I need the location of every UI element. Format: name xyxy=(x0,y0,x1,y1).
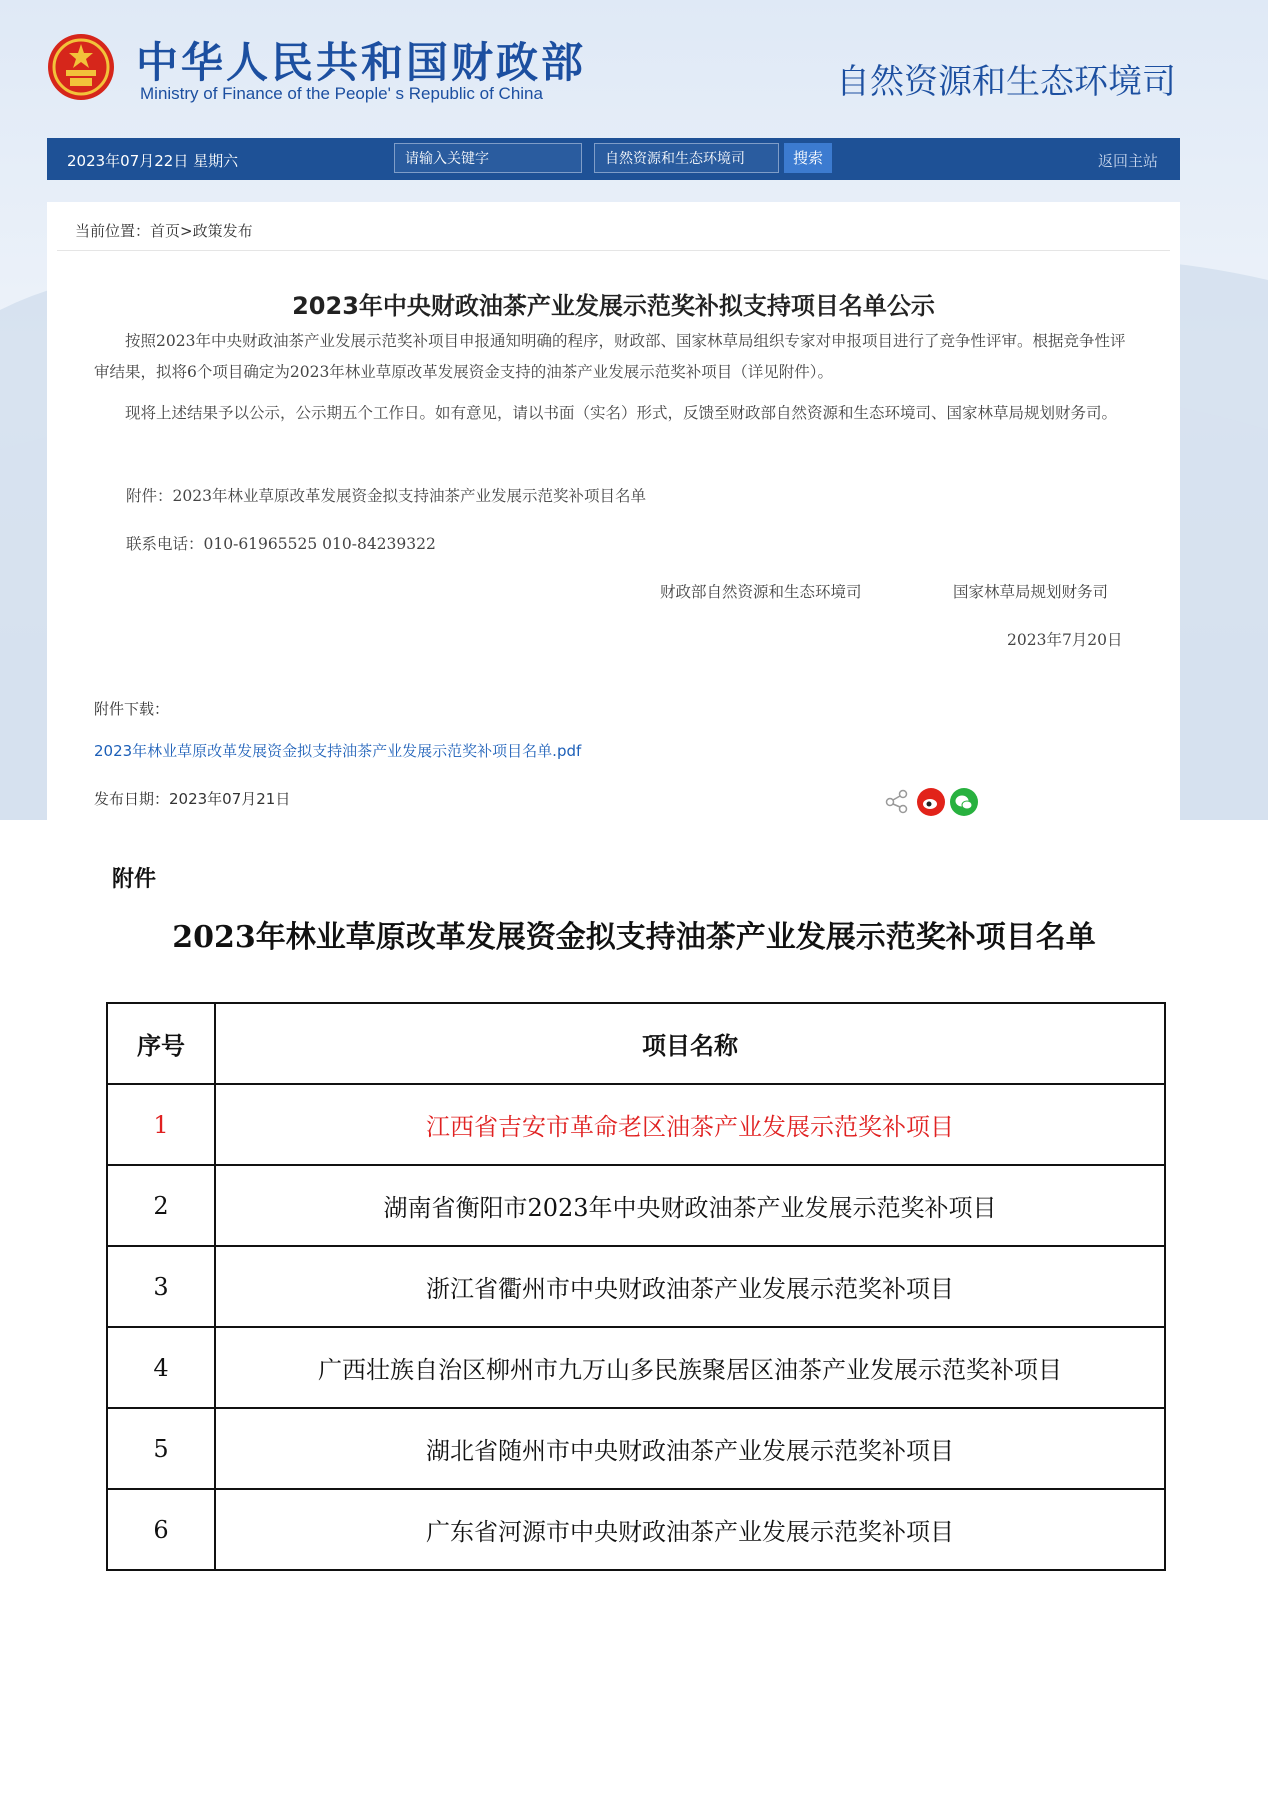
row-number: 3 xyxy=(107,1246,215,1327)
attachment-download-link[interactable]: 2023年林业草原改革发展资金拟支持油茶产业发展示范奖补项目名单.pdf xyxy=(94,742,582,760)
attachment-line: 附件：2023年林业草原改革发展资金拟支持油茶产业发展示范奖补项目名单 xyxy=(126,487,646,505)
header-project-name: 项目名称 xyxy=(215,1003,1165,1084)
attachment-title: 2023年林业草原改革发展资金拟支持油茶产业发展示范奖补项目名单 xyxy=(172,920,1096,955)
share-icon[interactable] xyxy=(884,788,910,814)
row-project-name: 广西壮族自治区柳州市九万山多民族聚居区油茶产业发展示范奖补项目 xyxy=(215,1327,1165,1408)
site-header xyxy=(0,0,1268,138)
table-row xyxy=(107,1408,1165,1489)
site-title[interactable]: 中华人民共和国财政部 xyxy=(136,38,587,87)
search-button[interactable]: 搜索 xyxy=(784,143,832,173)
breadcrumb[interactable]: 当前位置：首页>政策发布 xyxy=(75,222,253,240)
signer-ministry: 财政部自然资源和生态环境司 xyxy=(660,583,862,601)
project-list-table xyxy=(106,1002,1166,1571)
row-project-name: 湖南省衡阳市2023年中央财政油茶产业发展示范奖补项目 xyxy=(215,1165,1165,1246)
wechat-icon[interactable] xyxy=(950,788,978,816)
site-subtitle: Ministry of Finance of the People' s Republic of China xyxy=(140,84,543,103)
sign-date: 2023年7月20日 xyxy=(1007,631,1123,649)
attachment-label: 附件 xyxy=(112,867,157,892)
table-row xyxy=(107,1084,1165,1165)
table-row xyxy=(107,1489,1165,1570)
weibo-icon[interactable] xyxy=(917,788,945,816)
article-title: 2023年中央财政油茶产业发展示范奖补拟支持项目名单公示 xyxy=(292,292,935,320)
article-paragraph-1: 按照2023年中央财政油茶产业发展示范奖补项目申报通知明确的程序，财政部、国家林草局组织专家对申报项目进行了竞争性评审。根据竞争性评审结果，拟将6个项目确定为2023年林业草原改革发展资金支持的油茶产业发展示范奖补项目（详见附件）。 xyxy=(94,332,1126,381)
table-row xyxy=(107,1327,1165,1408)
row-number: 2 xyxy=(107,1165,215,1246)
table-row xyxy=(107,1246,1165,1327)
row-project-name: 浙江省衢州市中央财政油茶产业发展示范奖补项目 xyxy=(215,1246,1165,1327)
row-number: 4 xyxy=(107,1327,215,1408)
search-input[interactable]: 请输入关键字 xyxy=(394,143,582,173)
department-title[interactable]: 自然资源和生态环境司 xyxy=(836,62,1176,102)
row-number: 1 xyxy=(107,1084,215,1165)
article-paragraph-2: 现将上述结果予以公示，公示期五个工作日。如有意见，请以书面（实名）形式，反馈至财政部自然资源和生态环境司、国家林草局规划财务司。 xyxy=(125,404,1118,422)
current-date: 2023年07月22日 星期六 xyxy=(67,152,239,170)
row-project-name: 江西省吉安市革命老区油茶产业发展示范奖补项目 xyxy=(215,1084,1165,1165)
search-scope-select[interactable]: 自然资源和生态环境司 xyxy=(594,143,779,173)
header-number: 序号 xyxy=(107,1003,215,1084)
row-project-name: 湖北省随州市中央财政油茶产业发展示范奖补项目 xyxy=(215,1408,1165,1489)
contact-line: 联系电话：010-61965525 010-84239322 xyxy=(126,535,436,553)
divider xyxy=(57,250,1170,251)
row-project-name: 广东省河源市中央财政油茶产业发展示范奖补项目 xyxy=(215,1489,1165,1570)
download-label: 附件下载： xyxy=(94,700,170,718)
row-number: 5 xyxy=(107,1408,215,1489)
publish-date: 发布日期：2023年07月21日 xyxy=(94,790,291,808)
top-navbar xyxy=(47,138,1180,180)
row-number: 6 xyxy=(107,1489,215,1570)
table-row xyxy=(107,1165,1165,1246)
article-card xyxy=(47,202,1180,820)
home-link[interactable]: 返回主站 xyxy=(1097,152,1158,170)
national-emblem-icon[interactable] xyxy=(46,32,116,102)
table-header-row xyxy=(107,1003,1165,1084)
signer-forestry: 国家林草局规划财务司 xyxy=(953,583,1109,601)
